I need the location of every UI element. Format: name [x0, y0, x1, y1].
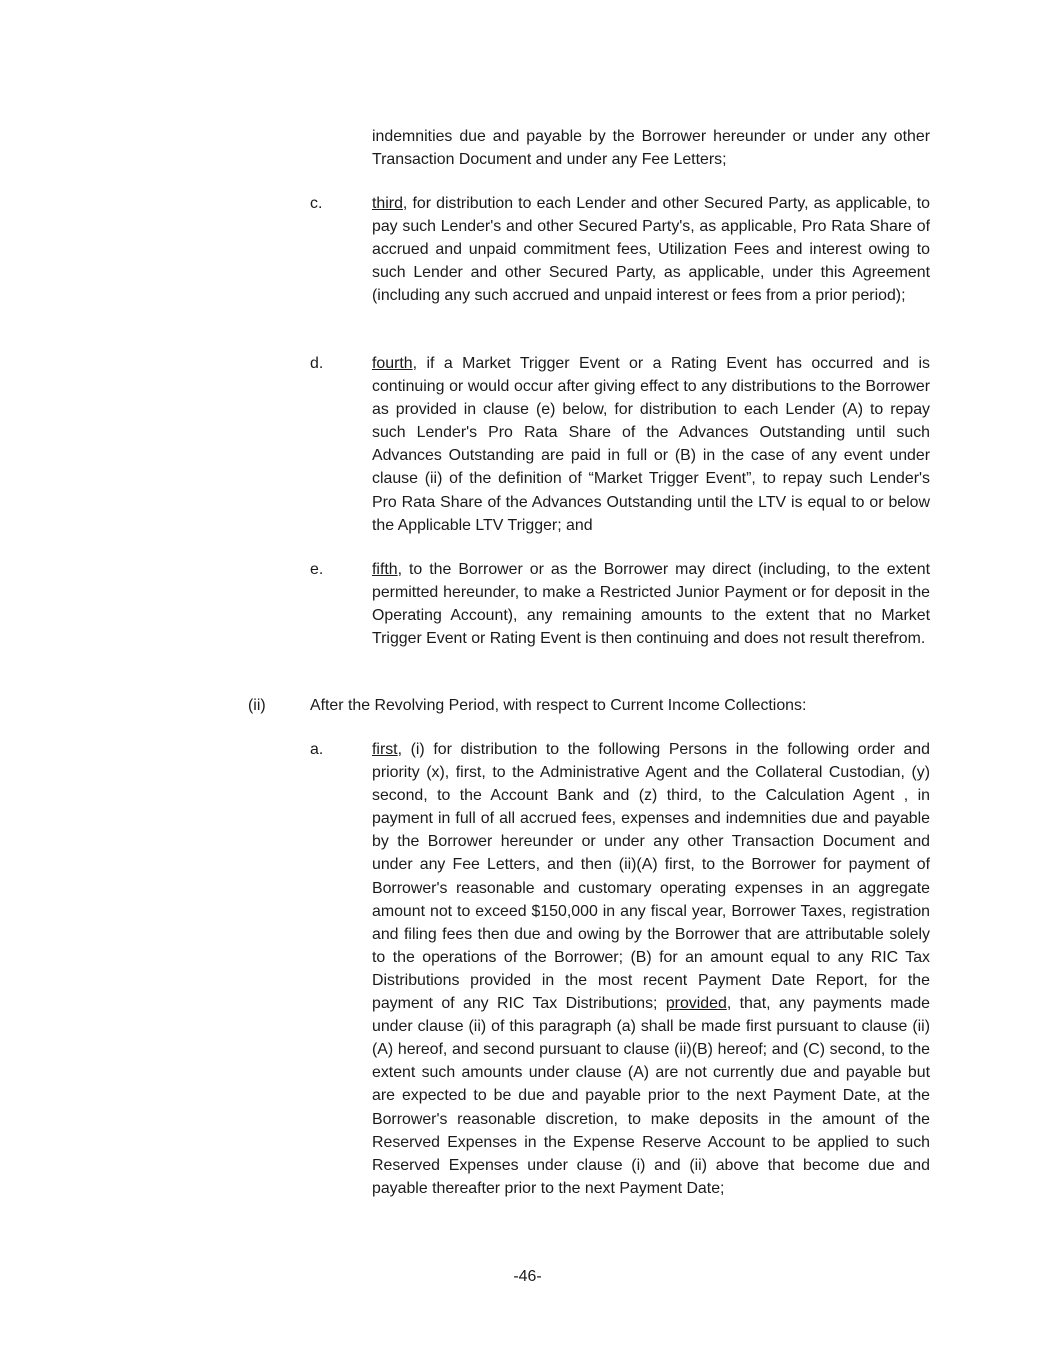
clause-a-keyword: first — [372, 741, 398, 758]
page-number: -46- — [513, 1268, 542, 1285]
section-ii-marker: (ii) — [248, 697, 266, 714]
clause-d-text: , if a Market Trigger Event or a Rating Event has occurred and is continuing or would occur after giving effect to any distributions to the Borrower as provided in clause (e) below, for distribution to each Lender (A) to repay such Lender's Pro Rata Share of the Advances Outstanding until such Advances Outstanding are paid in full or (B) in the case of any event under clause (ii) of the definition of “Market Trigger Event”, to repay such Lender's Pro Rata Share of the Advances Outstanding until the LTV is equal to or below the Applicable LTV Trigger; and — [372, 355, 930, 534]
clause-a-paragraph — [372, 738, 930, 1200]
clause-d-marker: d. — [310, 355, 324, 372]
clause-e-keyword: fifth — [372, 561, 398, 578]
clause-c-keyword: third — [372, 195, 403, 212]
clause-c-paragraph — [372, 192, 930, 307]
clause-c-text: , for distribution to each Lender and other Secured Party, as applicable, to pay such Lender's and other Secured Party's, as applicable, Pro Rata Share of accrued and unpaid commitment fees, Utilization Fees and interest owing to such Lender and other Secured Party, as applicable, under this Agreement (including any such accrued and unpaid interest or fees from a prior period); — [372, 195, 930, 305]
clause-c-marker: c. — [310, 195, 323, 212]
clause-a-marker: a. — [310, 741, 324, 758]
clause-a-text-before: , (i) for distribution to the following Persons in the following order and priority (x), first, to the Administrative Agent and the Collateral Custodian, (y) second, to the Account Bank and (z) third, to the Calculation Agent , in payment in full of all accrued fees, expenses and indemnities due and payable by the Borrower hereunder or under any other Transaction Document and under any Fee Letters, and then (ii)(A) first, to the Borrower for payment of Borrower's reasonable and customary operating expenses in an aggregate amount not to exceed $150,000 in any fiscal year, Borrower Taxes, registration and filing fees then due and owing by the Borrower that are attributable solely to the operations of the Borrower; (B) for an amount equal to any RIC Tax Distributions provided in the most recent Payment Date Report, for the payment of any RIC Tax Distributions; — [372, 741, 930, 1013]
continued-paragraph: indemnities due and payable by the Borrower hereunder or under any other Transaction Document and under any Fee Letters; — [372, 128, 930, 169]
provided-word: provided — [665, 995, 727, 1013]
section-ii-heading: After the Revolving Period, with respect to Current Income Collections: — [310, 697, 807, 714]
clause-e-paragraph — [372, 558, 930, 650]
clause-e-marker: e. — [310, 561, 324, 578]
clause-d-paragraph — [372, 352, 930, 537]
clause-d-keyword: fourth — [372, 355, 413, 372]
clause-e-text: , to the Borrower or as the Borrower may direct (including, to the extent permitted hereunder, to make a Restricted Junior Payment or for deposit in the Operating Account), any remaining amounts to the extent that no Market Trigger Event or Rating Event is then continuing and does not result therefrom. — [372, 561, 930, 648]
clause-a-text-after: , that, any payments made under clause (ii) of this paragraph (a) shall be made first pursuant to clause (ii)(A) hereof, and second pursuant to clause (ii)(B) hereof; and (C) second, to the extent such amounts under clause (A) are not currently due and payable but are expected to be due and payable prior to the next Payment Date, at the Borrower's reasonable discretion, to make deposits in the amount of the Reserved Expenses in the Expense Reserve Account to be applied to such Reserved Expenses under clause (i) and (ii) above that become due and payable thereafter prior to the next Payment Date; — [372, 995, 930, 1197]
